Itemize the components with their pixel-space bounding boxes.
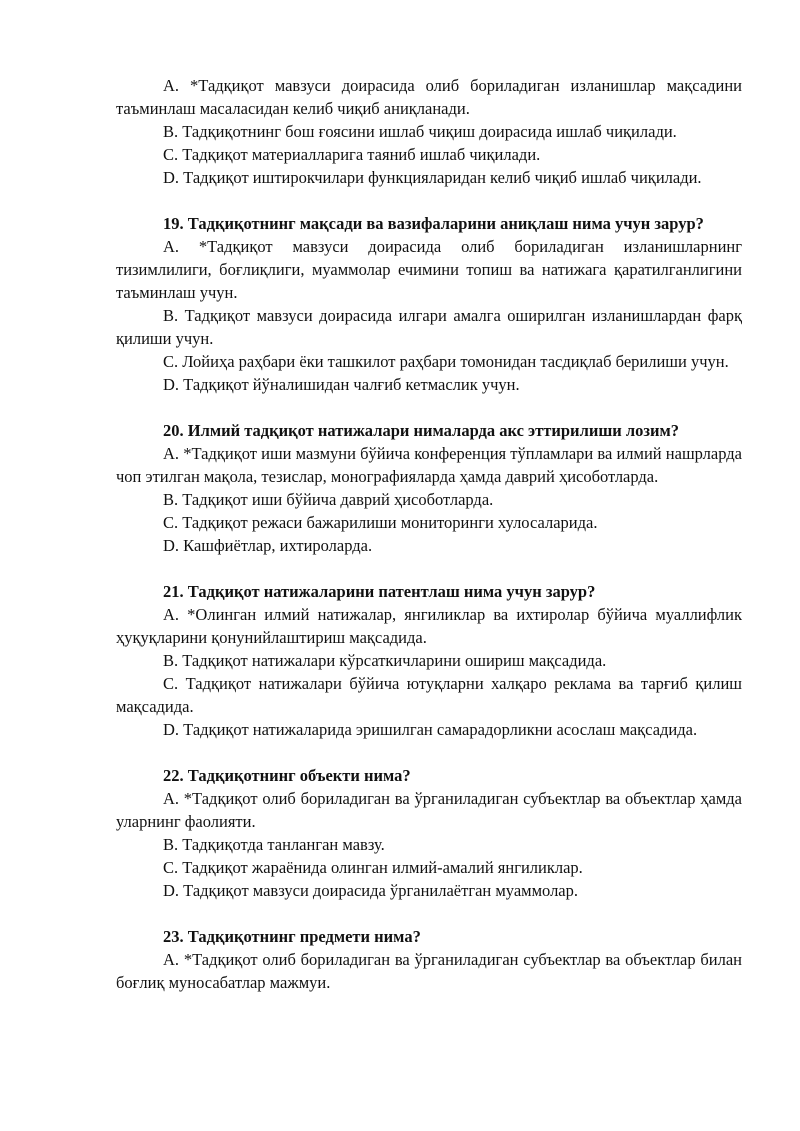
answer-option: A. *Тадқиқот иши мазмуни бўйича конференция тўпламлари ва илмий нашрларда чоп этилган мақола, тезислар, монографияларда ҳамда даврий ҳисоботларда. — [116, 444, 742, 486]
answer-option: C. Тадқиқот жараёнида олинган илмий-амалий янгиликлар. — [163, 858, 583, 877]
document-page — [116, 74, 742, 994]
answer-option: A. *Тадқиқот олиб бориладиган ва ўрганиладиган субъектлар ва объектлар ҳамда уларнинг фаолияти. — [116, 789, 742, 831]
answer-option: B. Тадқиқот мавзуси доирасида илгари амалга оширилган изланишлардан фарқ қилиши учун. — [116, 306, 742, 348]
question-heading: 20. Илмий тадқиқот натижалари нималарда акс эттирилиши лозим? — [163, 421, 680, 440]
answer-option: A. *Тадқиқот мавзуси доирасида олиб бориладиган изланишлар мақсадини таъминлаш масаласидан келиб чиқиб аниқланади. — [116, 76, 742, 118]
answer-option: D. Тадқиқот иштирокчилари функцияларидан келиб чиқиб ишлаб чиқилади. — [163, 168, 702, 187]
answer-option: C. Лойиҳа раҳбари ёки ташкилот раҳбари томонидан тасдиқлаб берилиши учун. — [163, 352, 729, 371]
answer-option: B. Тадқиқот иши бўйича даврий ҳисоботларда. — [163, 490, 494, 509]
answer-option: B. Тадқиқотнинг бош ғоясини ишлаб чиқиш доирасида ишлаб чиқилади. — [163, 122, 677, 141]
question-heading: 23. Тадқиқотнинг предмети нима? — [163, 927, 421, 946]
answer-option: C. Тадқиқот материалларига таяниб ишлаб чиқилади. — [163, 145, 541, 164]
answer-option: A. *Тадқиқот мавзуси доирасида олиб бориладиган изланишларнинг тизимлилиги, боғлиқлиги, муаммолар ечимини топиш ва натижага қаратилганлигини таъминлаш учун. — [116, 237, 742, 302]
question-heading: 21. Тадқиқот натижаларини патентлаш нима учун зарур? — [163, 582, 596, 601]
answer-option: D. Кашфиётлар, ихтироларда. — [163, 536, 373, 555]
answer-option: B. Тадқиқот натижалари кўрсаткичларини ошириш мақсадида. — [163, 651, 607, 670]
answer-option: C. Тадқиқот режаси бажарилиши мониторинги хулосаларида. — [163, 513, 598, 532]
question-heading: 22. Тадқиқотнинг объекти нима? — [163, 766, 411, 785]
question-heading: 19. Тадқиқотнинг мақсади ва вазифаларини аниқлаш нима учун зарур? — [163, 214, 704, 233]
answer-option: B. Тадқиқотда танланган мавзу. — [163, 835, 385, 854]
answer-option: A. *Олинган илмий натижалар, янгиликлар ва ихтиролар бўйича муаллифлик ҳуқуқларини қонунийлаштириш мақсадида. — [116, 605, 742, 647]
answer-option: A. *Тадқиқот олиб бориладиган ва ўрганиладиган субъектлар ва объектлар билан боғлиқ муносабатлар мажмуи. — [116, 950, 742, 992]
answer-option: D. Тадқиқот мавзуси доирасида ўрганилаётган муаммолар. — [163, 881, 579, 900]
answer-option: D. Тадқиқот йўналишидан чалғиб кетмаслик учун. — [163, 375, 520, 394]
answer-option: D. Тадқиқот натижаларида эришилган самарадорликни асослаш мақсадида. — [163, 720, 698, 739]
answer-option: C. Тадқиқот натижалари бўйича ютуқларни халқаро реклама ва тарғиб қилиш мақсадида. — [116, 674, 742, 716]
